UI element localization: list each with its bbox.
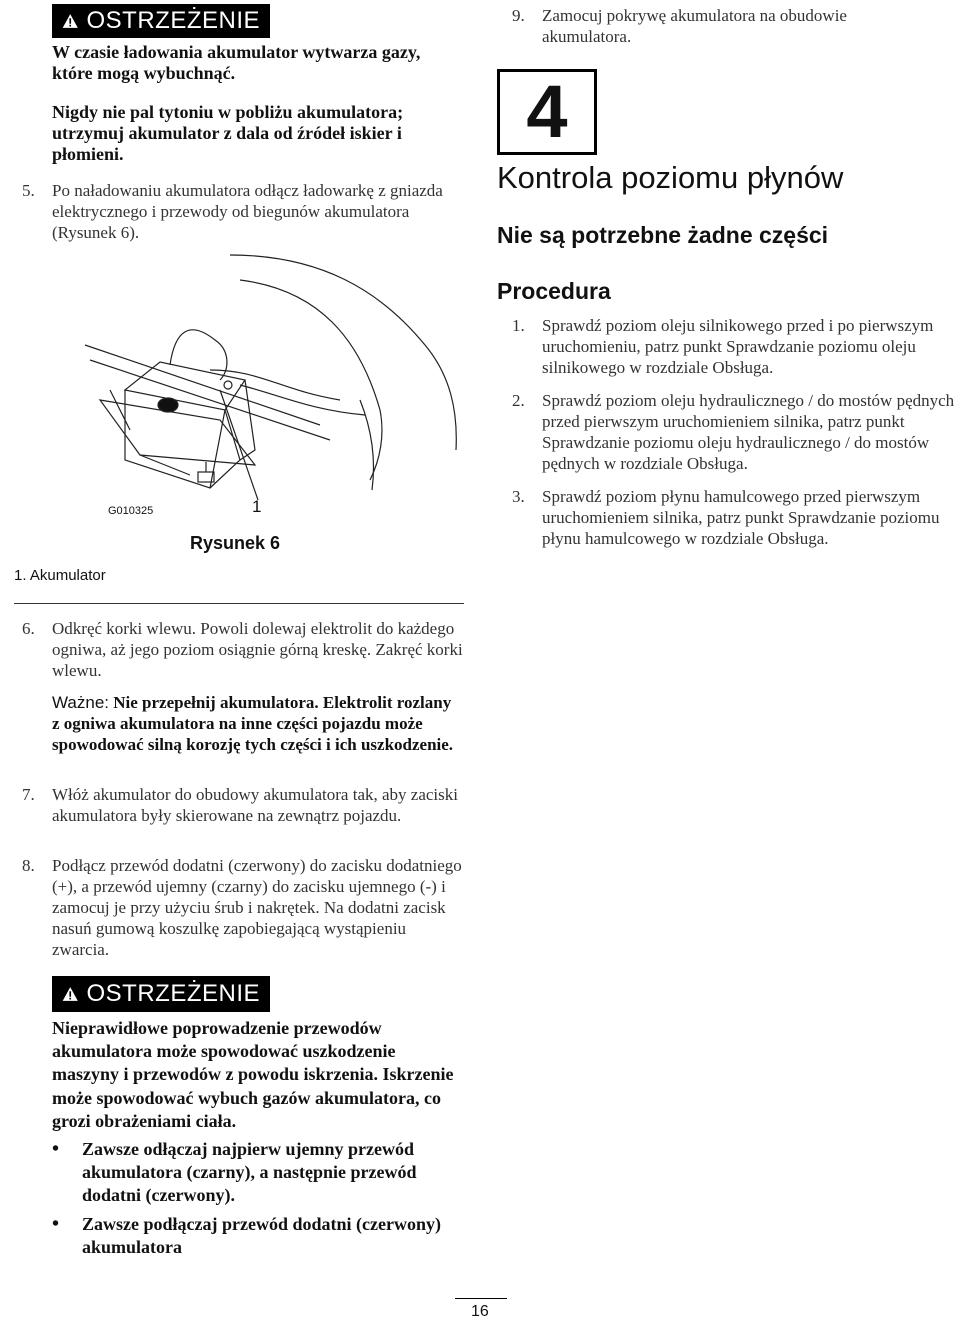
item-number: 3. <box>512 487 525 506</box>
important-note <box>52 692 462 755</box>
footer-rule <box>455 1298 507 1299</box>
warning-banner-label: OSTRZEŻENIE <box>86 980 260 1007</box>
section-subtitle: Nie są potrzebne żadne części <box>497 222 829 248</box>
page-number: 16 <box>471 1303 489 1320</box>
procedure-item-3 <box>512 486 960 549</box>
procedure-item-2 <box>512 390 960 474</box>
warning-triangle-icon <box>62 983 78 1005</box>
step-7 <box>22 784 464 826</box>
warning-banner-label: OSTRZEŻENIE <box>86 7 260 34</box>
step-6 <box>22 618 464 681</box>
bullet-dot: • <box>52 1213 60 1235</box>
item-number: 2. <box>512 391 525 410</box>
warning-banner-top <box>52 4 270 38</box>
procedure-heading: Procedura <box>497 278 611 304</box>
step-5 <box>22 180 462 243</box>
step-text: Zamocuj pokrywę akumulatora na obudowie akumulatora. <box>542 6 847 46</box>
step-text: Po naładowaniu akumulatora odłącz ładowarkę z gniazda elektrycznego i przewody od biegunów akumulatora (Rysunek 6). <box>52 181 443 242</box>
warning-triangle-icon <box>62 10 78 32</box>
bullet-text: Zawsze podłączaj przewód dodatni (czerwony) akumulatora <box>82 1214 441 1257</box>
step-number: 5. <box>22 181 35 200</box>
figure-caption: Rysunek 6 <box>190 533 281 553</box>
step-number: 8. <box>22 856 35 875</box>
step-number: 6. <box>22 619 35 638</box>
item-text: Sprawdź poziom oleju silnikowego przed i po pierwszym uruchomieniu, patrz punkt Sprawdzanie poziomu oleju silnikowego w rozdziale Obsługa. <box>542 316 934 377</box>
figure-code: G010325 <box>108 505 154 517</box>
step-number: 9. <box>512 6 525 25</box>
important-text: Nie przepełnij akumulatora. Elektrolit rozlany z ogniwa akumulatora na inne części pojazdu może spowodować silną korozję tych części i ich uszkodzenie. <box>52 693 454 754</box>
warning-bullet-2 <box>52 1213 472 1259</box>
warning-bullet-1 <box>52 1138 472 1207</box>
important-label: Ważne: <box>52 693 110 712</box>
step-text: Podłącz przewód dodatni (czerwony) do zacisku dodatniego (+), a przewód ujemny (czarny) do zacisku ujemnego (-) i zamocuj je przy użyciu śrub i nakrętek. Na dodatni zacisk nasuń gumową koszulkę zapobiegającą wystąpieniu zwarcia. <box>52 856 462 959</box>
item-number: 1. <box>512 316 525 335</box>
step-number: 7. <box>22 785 35 804</box>
figure-legend: 1. Akumulator <box>14 567 106 584</box>
bullet-text: Zawsze odłączaj najpierw ujemny przewód akumulatora (czarny), a następnie przewód dodatni (czerwony). <box>82 1139 417 1205</box>
section-number-box <box>497 69 597 155</box>
step-9 <box>512 5 912 47</box>
section-number: 4 <box>526 70 568 153</box>
warning-bottom-text: Nieprawidłowe poprowadzenie przewodów akumulatora może spowodować uszkodzenie maszyny i przewodów z powodu iskrzenia. Iskrzenie może spowodować wybuch gazów akumulatora, co grozi obrażeniami ciała. <box>52 1018 454 1131</box>
step-8 <box>22 855 464 960</box>
section-title: Kontrola poziomu płynów <box>497 160 844 195</box>
divider-line <box>14 603 464 604</box>
warning-text-1: W czasie ładowania akumulator wytwarza gazy, które mogą wybuchnąć. <box>52 42 421 83</box>
warning-banner-bottom <box>52 976 270 1012</box>
step-text: Odkręć korki wlewu. Powoli dolewaj elektrolit do każdego ogniwa, aż jego poziom osiągnie górną kreskę. Zakręć korki wlewu. <box>52 619 463 680</box>
procedure-item-1 <box>512 315 957 378</box>
item-text: Sprawdź poziom oleju hydraulicznego / do mostów pędnych przed pierwszym uruchomieniem silnika, patrz punkt Sprawdzanie poziomu oleju hydraulicznego / do mostów pędnych w rozdziale Obsługa. <box>542 391 955 473</box>
warning-text-2: Nigdy nie pal tytoniu w pobliżu akumulatora; utrzymuj akumulator z dala od źródeł iskier i płomieni. <box>52 102 404 164</box>
step-text: Włóż akumulator do obudowy akumulatora tak, aby zaciski akumulatora były skierowane na zewnątrz pojazdu. <box>52 785 458 825</box>
figure-callout-number: 1 <box>252 497 262 516</box>
item-text: Sprawdź poziom płynu hamulcowego przed pierwszym uruchomieniem silnika, patrz punkt Sprawdzanie poziomu płynu hamulcowego w rozdziale Obsługa. <box>542 487 940 548</box>
bullet-dot: • <box>52 1138 60 1160</box>
